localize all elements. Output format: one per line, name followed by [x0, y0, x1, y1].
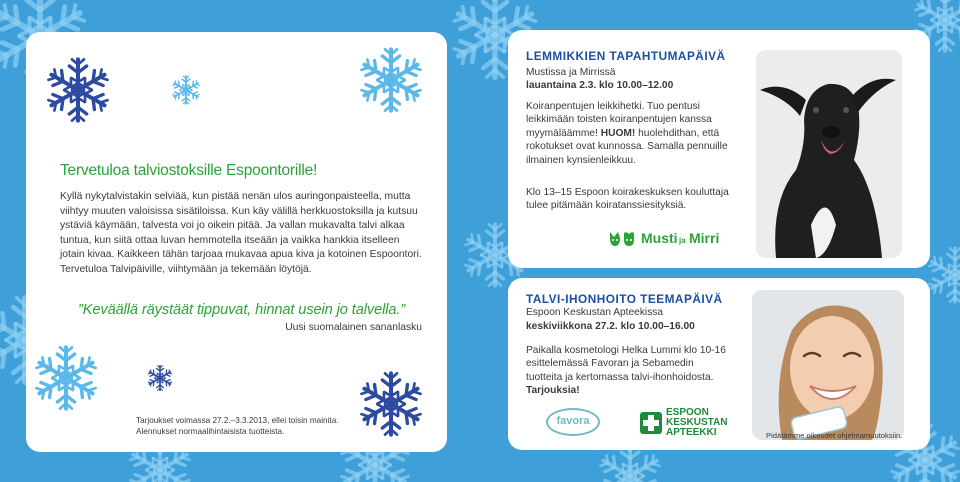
pet-event-dance-paragraph: Klo 13–15 Espoon koirakeskuksen kouluttaja tulee pitämään koiratanssiesityksiä.: [526, 187, 729, 212]
pet-event-paragraph: Koiranpentujen leikkihetki. Tuo pentusi leikkimään toisten koiranpentujen kanssa myymäläämme! HUOM! huolehdithan, että rokotukset ovat kunnossa. Samalla pennuille ilmainen kynsienleikkuu.: [526, 101, 728, 166]
smiling-woman-photo: [752, 290, 904, 440]
snowflake-icon: [144, 362, 176, 394]
snowflake-icon: [38, 50, 118, 130]
pet-event-date: lauantaina 2.3. klo 10.00–12.00: [526, 80, 674, 91]
snowflake-icon: [351, 40, 431, 120]
pet-event-heading: LEMMIKKIEN TAPAHTUMAPÄIVÄ: [526, 49, 726, 63]
proverb-source: Uusi suomalainen sananlasku: [285, 322, 422, 333]
welcome-body: Kyllä nykytalvistakin selviää, kun pistää nenän ulos auringonpaisteella, mutta viihtyy muuten valoisissa sisätiloissa. Kun käy välillä herkkuostoksilla ja kutsuu ystäviä käymään, talvesta voi jo oikein pitää. Ja vallan mukavalta talvi alkaa tuntua, kun siitä ottaa luvan hemmotella itseään ja vaikka hankkia itselleen jotain kivaa. Kaikkeen tähän tarjoaa mukavaa apua kiva ja kotoinen Espoontori. Tervetuloa Talvipäiville, viihtymään ja tekemään löytöjä.: [60, 191, 422, 275]
dog-illustration: [756, 50, 902, 258]
cat-dog-logo-icon: [608, 228, 638, 250]
skincare-event-date: keskiviikkona 27.2. klo 10.00–16.00: [526, 321, 695, 332]
snowflake-icon: [351, 364, 431, 444]
snowflake-icon: [168, 72, 204, 108]
program-change-disclaimer: Pidätämme oikeudet ohjelmamuutoksiin.: [766, 431, 903, 440]
dog-photo: [756, 50, 902, 258]
pharmacy-logo: ESPOON KESKUSTAN APTEEKKI: [640, 406, 722, 440]
pet-event-panel: [508, 30, 930, 268]
proverb-quote: ”Keväällä räystäät tippuvat, hinnat usein jo talvella.”: [78, 302, 406, 318]
welcome-title: Tervetuloa talviostoksille Espoontorille!: [60, 162, 318, 179]
skincare-event-panel: [508, 278, 930, 450]
welcome-panel: [26, 32, 447, 452]
offer-fine-print: Tarjoukset voimassa 27.2.–3.3.2013, ellei toisin mainita. Alennukset normaalihintaisista tuotteista.: [136, 416, 339, 436]
musti-mirri-logo: Musti ja Mirri: [608, 228, 723, 250]
pharmacy-cross-icon: [640, 412, 662, 434]
favora-logo: favora: [546, 408, 600, 436]
skincare-event-heading: TALVI-IHONHOITO TEEMAPÄIVÄ: [526, 292, 723, 306]
skincare-event-paragraph: Paikalla kosmetologi Helka Lummi klo 10-16 esittelemässä Favoran ja Sebamedin tuotteita ja kertomassa talvi-ihonhoidosta. Tarjouksia!: [526, 345, 726, 397]
pet-event-venue: Mustissa ja Mirrissä: [526, 67, 616, 78]
woman-illustration: [752, 290, 904, 440]
skincare-event-venue: Espoon Keskustan Apteekissa: [526, 307, 664, 318]
snowflake-icon: [26, 338, 106, 418]
